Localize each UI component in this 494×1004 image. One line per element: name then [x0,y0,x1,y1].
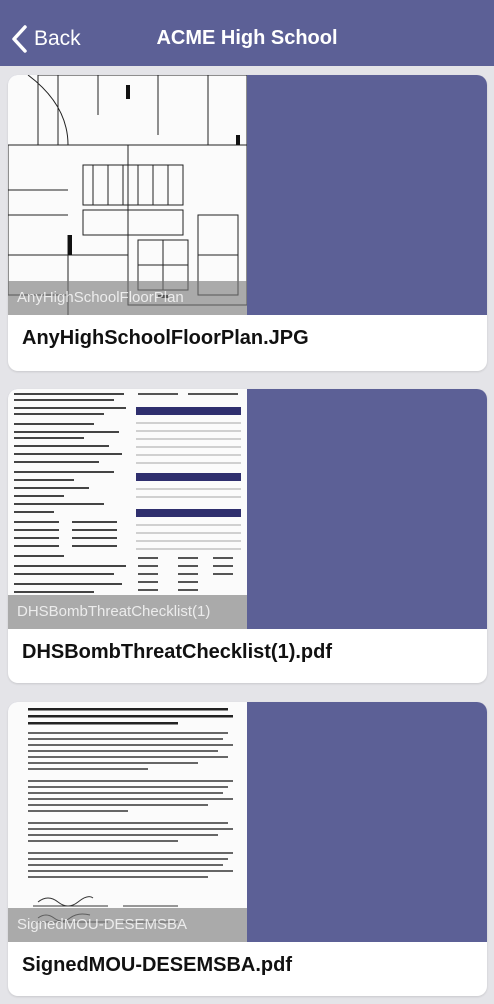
thumbnail-area[interactable] [8,702,487,942]
back-label: Back [34,27,81,50]
thumbnail-caption: SignedMOU-DESEMSBA [17,916,188,933]
thumbnail-area[interactable] [8,389,487,629]
file-name[interactable]: DHSBombThreatChecklist(1).pdf [22,641,333,663]
file-card[interactable] [8,389,487,683]
page-title: ACME High School [156,27,338,49]
thumbnail-area[interactable] [8,75,487,315]
checklist-thumbnail [8,389,247,629]
file-name[interactable]: SignedMOU-DESEMSBA.pdf [22,954,292,976]
file-card[interactable] [8,75,487,371]
thumbnail-caption: DHSBombThreatChecklist(1) [17,603,211,620]
thumbnail-caption: AnyHighSchoolFloorPlan [17,289,184,306]
file-card[interactable] [8,702,487,996]
floor-plan-thumbnail [8,75,247,315]
navigation-bar [0,0,494,66]
mou-thumbnail [8,702,247,942]
file-name[interactable]: AnyHighSchoolFloorPlan.JPG [22,327,309,349]
